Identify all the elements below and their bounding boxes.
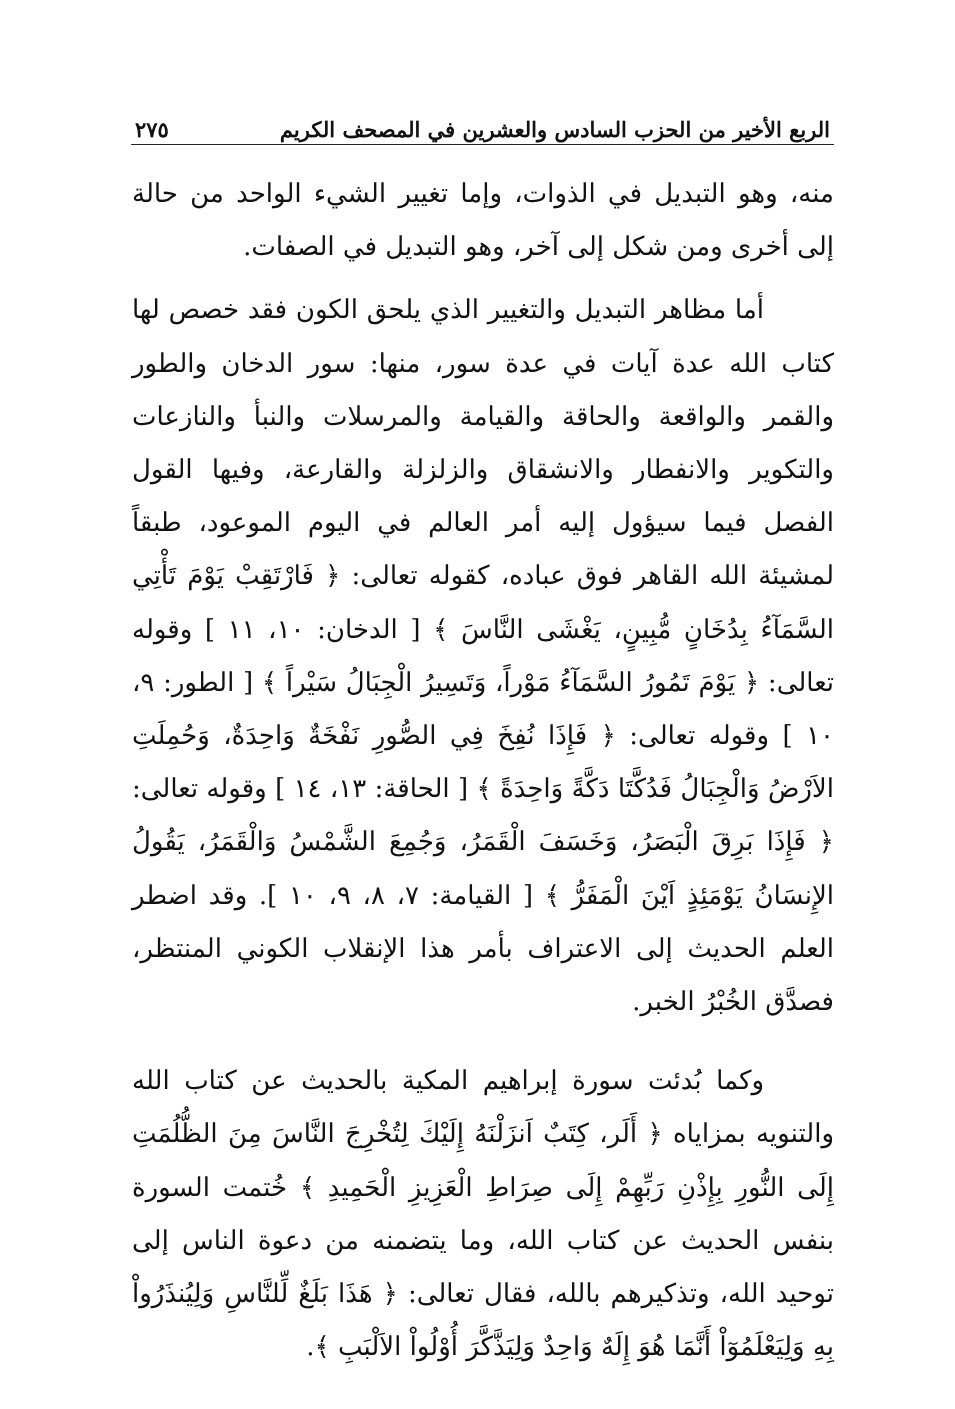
- paragraph-1: منه، وهو التبديل في الذوات، وإما تغيير الشيء الواحد من حالة إلى أخرى ومن شكل إلى آخر، وهو التبديل في الصفات.: [132, 179, 834, 263]
- header-divider: [131, 144, 834, 145]
- paragraph-3: وكما بُدئت سورة إبراهيم المكية بالحديث عن كتاب الله والتنويه بمزاياه ﴿ أَلَر، كِتَبٌ اَنزَلْنَهُ إِلَيْكَ لِتُخْرِجَ النَّاسَ مِنَ الظُّلُمَتِ إِلَى النُّورِ بِإِذْنِ رَبِّهِمْ إِلَى صِرَاطِ الْعَزِيزِ الْحَمِيدِ ﴾ خُتمت السورة بنفس الحديث عن كتاب الله، وما يتضمنه من دعوة الناس إلى توحيد الله، وتذكيرهم بالله، فقال تعالى: ﴿ هَذَا بَلَغٌ لِّلنَّاسِ وَلِيُنذَرُواْ بِهِ وَلِيَعْلَمُوٓاْ أَنَّمَا هُوَ إِلَهٌ وَاحِدٌ وَلِيَذَّكَّرَ أُوْلُواْ الاَلْبَبِ ﴾.: [132, 1066, 834, 1363]
- page-number: ٢٧٥: [135, 116, 169, 142]
- paragraph-2: أما مظاهر التبديل والتغيير الذي يلحق الكون فقد خصص لها كتاب الله عدة آيات في عدة سور، منها: سور الدخان والطور والقمر والواقعة والحاقة والقيامة والمرسلات والنبأ والنازعات والتكوير والانفطار والانشقاق والزلزلة والقارعة، وفيها القول الفصل فيما سيؤول إليه أمر العالم في اليوم الموعود، طبقاً لمشيئة الله القاهر فوق عباده، كقوله تعالى: ﴿ فَارْتَقِبْ يَوْمَ تَأْتِي السَّمَآءُ بِدُخَانٍ مُّبِينٍ، يَغْشَى النَّاسَ ﴾ [ الدخان: ١٠، ١١ ] وقوله تعالى: ﴿ يَوْمَ تَمُورُ السَّمَآءُ مَوْراً، وَتَسِيرُ الْجِبَالُ سَيْراً ﴾ [ الطور: ٩، ١٠ ] وقوله تعالى: ﴿ فَإِذَا نُفِخَ فِي الصُّورِ نَفْخَةٌ وَاحِدَةٌ، وَحُمِلَتِ الاَرْضُ وَالْجِبَالُ فَدُكَّتَا دَكَّةً وَاحِدَةً ﴾ [ الحاقة: ١٣، ١٤ ] وقوله تعالى: ﴿ فَإِذَا بَرِقَ الْبَصَرُ، وَخَسَفَ الْقَمَرُ، وَجُمِعَ الشَّمْسُ وَالْقَمَرُ، يَقُولُ الإِنسَانُ يَوْمَئِذٍ اَيْنَ الْمَفَرُّ ﴾ [ القيامة: ٧، ٨، ٩، ١٠ ]. وقد اضطر العلم الحديث إلى الاعتراف بأمر هذا الإنقلاب الكوني المنتظر، فصدَّق الخُبْرُ الخبر.: [132, 295, 835, 1018]
- body-text: [132, 168, 834, 1374]
- header-title: الربع الأخير من الحزب السادس والعشرين في المصحف الكريم: [279, 116, 830, 142]
- running-header: [135, 92, 830, 142]
